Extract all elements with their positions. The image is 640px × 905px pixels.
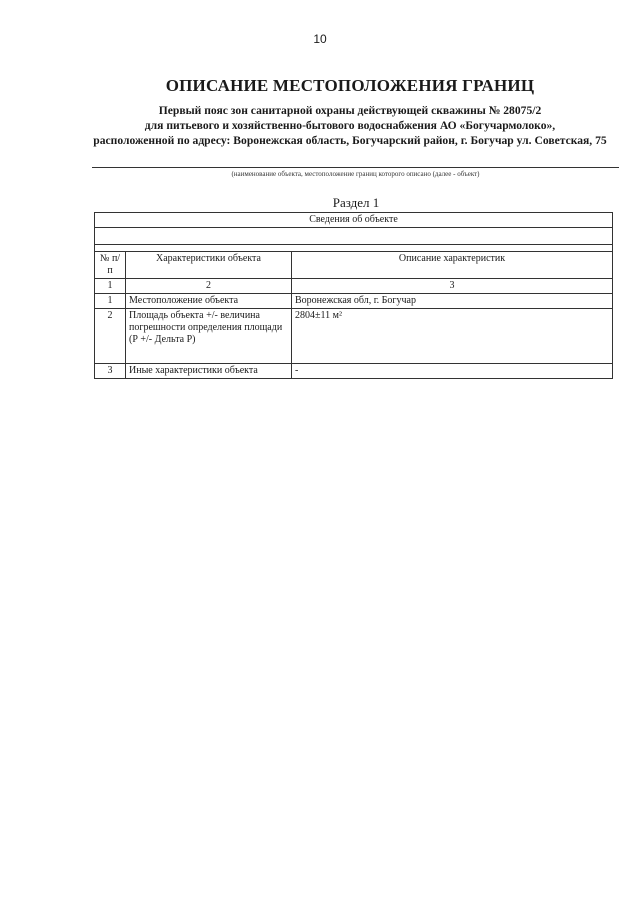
row-characteristic: Местоположение объекта [126, 294, 292, 309]
row-num: 2 [95, 309, 126, 364]
table-title: Сведения об объекте [95, 213, 613, 228]
document-title: ОПИСАНИЕ МЕСТОПОЛОЖЕНИЯ ГРАНИЦ [165, 76, 535, 95]
table-row [95, 309, 613, 364]
column-number-2: 2 [126, 279, 292, 294]
page-number: 10 [313, 32, 327, 46]
header-description: Описание характеристик [292, 252, 613, 279]
table-title-row [95, 213, 613, 228]
object-info-table [94, 212, 613, 379]
subtitle-line-3: расположенной по адресу: Воронежская область, Богучарский район, г. Богучар ул. Советская, 75 [93, 134, 607, 147]
table-header-row [95, 252, 613, 279]
header-characteristic: Характеристики объекта [126, 252, 292, 279]
row-num: 1 [95, 294, 126, 309]
table-blank-cell [95, 228, 613, 245]
row-description: - [292, 364, 613, 379]
table-row [95, 294, 613, 309]
column-number-1: 1 [95, 279, 126, 294]
row-characteristic: Иные характеристики объекта [126, 364, 292, 379]
document-subtitle [40, 103, 640, 148]
table-spacer-cell [95, 245, 613, 252]
header-num: № п/п [95, 252, 126, 279]
object-caption: (наименование объекта, местоположение границ которого описано (далее - объект) [231, 170, 480, 178]
object-name-underline [92, 167, 619, 168]
section-title: Раздел 1 [332, 195, 380, 210]
subtitle-line-1: Первый пояс зон санитарной охраны действующей скважины № 28075/2 [158, 104, 542, 117]
row-description: 2804±11 м² [292, 309, 613, 364]
table-spacer-row [95, 245, 613, 252]
row-description: Воронежская обл, г. Богучар [292, 294, 613, 309]
table-column-number-row [95, 279, 613, 294]
table-blank-row [95, 228, 613, 245]
row-num: 3 [95, 364, 126, 379]
column-number-3: 3 [292, 279, 613, 294]
row-characteristic: Площадь объекта +/- величина погрешности определения площади (Р +/- Дельта Р) [126, 309, 292, 364]
table-row [95, 364, 613, 379]
subtitle-line-2: для питьевого и хозяйственно-бытового водоснабжения АО «Богучармолоко», [144, 119, 556, 132]
